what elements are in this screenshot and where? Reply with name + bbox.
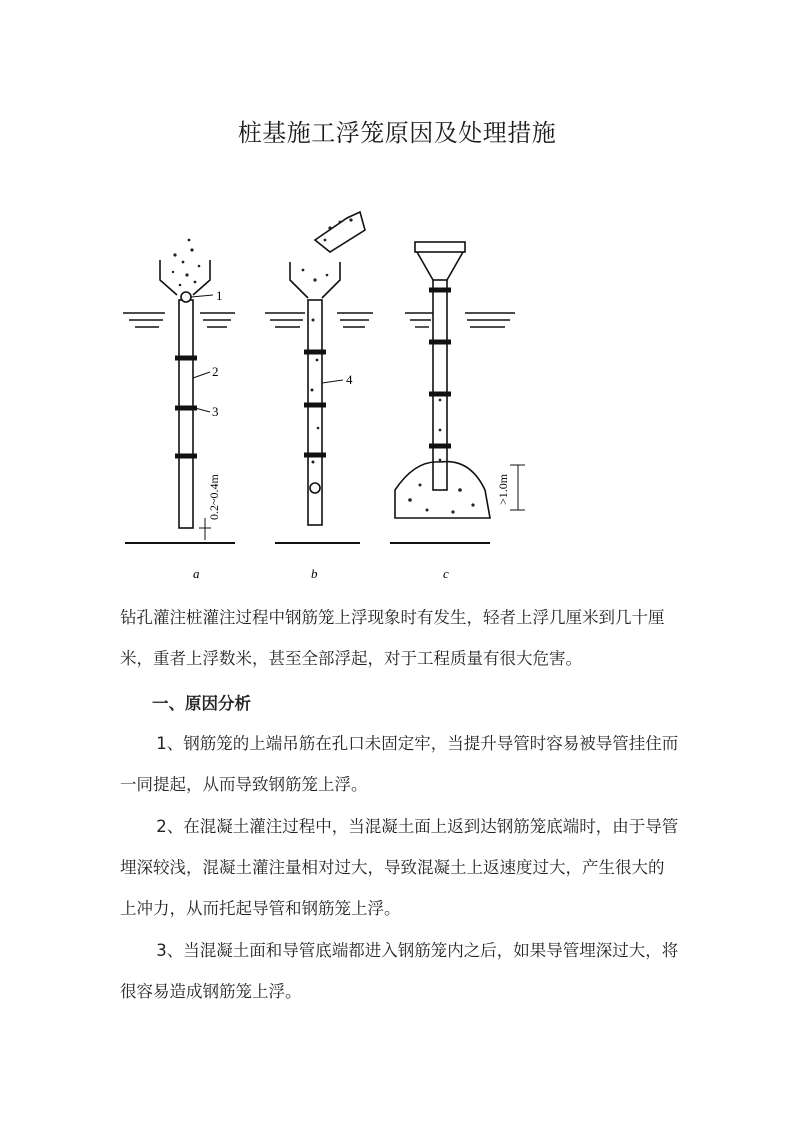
pile-diagram [115,200,545,595]
dim-label-c: >1.0m [496,473,510,505]
intro-paragraph: 钻孔灌注桩灌注过程中钢筋笼上浮现象时有发生，轻者上浮几厘米到几十厘米，重者上浮数米，甚至全部浮起，对于工程质量有很大危害。 [120,608,665,668]
cause-2-paragraph: 2、在混凝土灌注过程中，当混凝土面上返到达钢筋笼底端时，由于导管埋深较浅，混凝土灌注量相对过大，导致混凝土上返速度过大，产生很大的上冲力，从而托起导管和钢筋笼上浮。 [120,817,679,918]
section-heading: 一、原因分析 [152,694,251,713]
page-title: 桩基施工浮笼原因及处理措施 [237,119,557,147]
cause-3-paragraph: 3、当混凝土面和导管底端都进入钢筋笼内之后，如果导管埋深过大，将很容易造成钢筋笼上浮。 [120,941,679,1001]
caption-a: a [193,566,200,581]
callout-2: 2 [212,364,219,379]
callout-4: 4 [346,372,353,387]
callout-1: 1 [216,288,223,303]
dim-label-a: 0.2~0.4m [207,474,221,520]
cause-1-paragraph: 1、钢筋笼的上端吊筋在孔口未固定牢，当提升导管时容易被导管挂住而一同提起，从而导致钢筋笼上浮。 [120,734,679,794]
caption-b: b [311,566,318,581]
callout-3: 3 [212,404,219,419]
caption-c: c [443,566,449,581]
concrete-dots-a [172,239,200,287]
construction-figure [115,200,545,595]
